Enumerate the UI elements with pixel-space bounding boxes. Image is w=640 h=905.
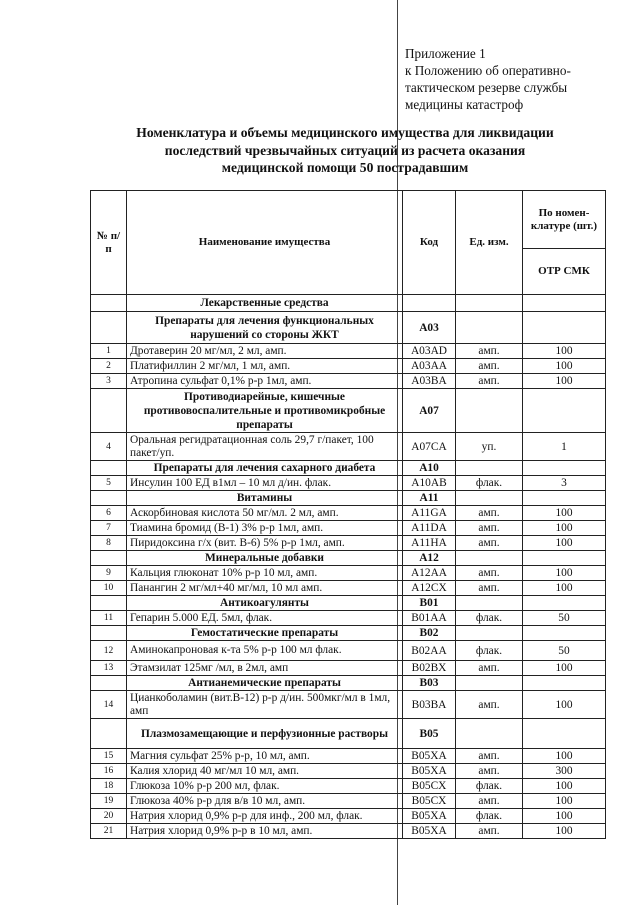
table-row bbox=[91, 611, 606, 626]
row-number: 11 bbox=[91, 611, 127, 626]
item-quantity: 50 bbox=[523, 611, 606, 626]
row-number: 1 bbox=[91, 344, 127, 359]
empty-cell bbox=[456, 551, 523, 566]
section-row bbox=[91, 551, 606, 566]
row-number: 20 bbox=[91, 809, 127, 824]
item-name: Глюкоза 40% р-р для в/в 10 мл, амп. bbox=[127, 794, 403, 809]
empty-cell bbox=[91, 491, 127, 506]
row-number: 6 bbox=[91, 506, 127, 521]
section-row bbox=[91, 676, 606, 691]
item-name: Глюкоза 10% р-р 200 мл, флак. bbox=[127, 779, 403, 794]
item-code: A10AB bbox=[403, 476, 456, 491]
empty-cell bbox=[456, 626, 523, 641]
item-unit: амп. bbox=[456, 794, 523, 809]
section-title: Антикоагулянты bbox=[127, 596, 403, 611]
item-name: Натрия хлорид 0,9% р-р в 10 мл, амп. bbox=[127, 824, 403, 839]
row-number: 15 bbox=[91, 749, 127, 764]
empty-cell bbox=[91, 312, 127, 344]
table-row bbox=[91, 344, 606, 359]
section-row bbox=[91, 491, 606, 506]
row-number: 7 bbox=[91, 521, 127, 536]
item-unit: амп. bbox=[456, 359, 523, 374]
item-quantity: 100 bbox=[523, 794, 606, 809]
table-row bbox=[91, 641, 606, 661]
row-number: 10 bbox=[91, 581, 127, 596]
row-number: 4 bbox=[91, 433, 127, 461]
item-name: Оральная регидратационная соль 29,7 г/пакет, 100 пакет/уп. bbox=[127, 433, 403, 461]
section-row bbox=[91, 389, 606, 433]
section-row bbox=[91, 596, 606, 611]
item-quantity: 100 bbox=[523, 749, 606, 764]
table-row bbox=[91, 794, 606, 809]
section-code: B03 bbox=[403, 676, 456, 691]
appendix-line: тактическом резерве службы bbox=[405, 80, 568, 95]
item-name: Кальция глюконат 10% р-р 10 мл, амп. bbox=[127, 566, 403, 581]
item-unit: амп. bbox=[456, 764, 523, 779]
item-code: B02AA bbox=[403, 641, 456, 661]
table-row bbox=[91, 661, 606, 676]
empty-cell bbox=[523, 551, 606, 566]
section-row bbox=[91, 719, 606, 749]
section-code: B02 bbox=[403, 626, 456, 641]
item-name: Этамзилат 125мг /мл, в 2мл, амп bbox=[127, 661, 403, 676]
item-code: B05CX bbox=[403, 794, 456, 809]
item-quantity: 100 bbox=[523, 521, 606, 536]
item-name: Инсулин 100 ЕД в1мл – 10 мл д/ин. флак. bbox=[127, 476, 403, 491]
table-body bbox=[91, 295, 606, 839]
section-title: Минеральные добавки bbox=[127, 551, 403, 566]
item-name: Цианкоболамин (вит.В-12) р-р д/ин. 500мкг/мл в 1мл, амп bbox=[127, 691, 403, 719]
item-unit: амп. bbox=[456, 506, 523, 521]
item-quantity: 100 bbox=[523, 581, 606, 596]
item-code: B05XA bbox=[403, 809, 456, 824]
item-unit: амп. bbox=[456, 374, 523, 389]
item-code: A12CX bbox=[403, 581, 456, 596]
empty-cell bbox=[456, 295, 523, 312]
item-code: A07CA bbox=[403, 433, 456, 461]
item-quantity: 100 bbox=[523, 661, 606, 676]
table-row bbox=[91, 433, 606, 461]
item-quantity: 1 bbox=[523, 433, 606, 461]
section-code: A07 bbox=[403, 389, 456, 433]
table-row bbox=[91, 536, 606, 551]
header-name: Наименование имущества bbox=[127, 191, 403, 295]
title-line: последствий чрезвычайных ситуаций из расчета оказания bbox=[164, 142, 526, 158]
item-code: B02BX bbox=[403, 661, 456, 676]
section-row bbox=[91, 626, 606, 641]
row-number: 13 bbox=[91, 661, 127, 676]
section-title: Гемостатические препараты bbox=[127, 626, 403, 641]
table-row bbox=[91, 749, 606, 764]
section-code: A12 bbox=[403, 551, 456, 566]
empty-cell bbox=[91, 551, 127, 566]
item-unit: флак. bbox=[456, 779, 523, 794]
item-code: B05XA bbox=[403, 824, 456, 839]
section-row bbox=[91, 312, 606, 344]
item-code: A03AA bbox=[403, 359, 456, 374]
row-number: 19 bbox=[91, 794, 127, 809]
empty-cell bbox=[523, 626, 606, 641]
appendix-line: к Положению об оперативно- bbox=[405, 63, 571, 78]
item-quantity: 3 bbox=[523, 476, 606, 491]
empty-cell bbox=[91, 461, 127, 476]
row-number: 12 bbox=[91, 641, 127, 661]
row-number: 8 bbox=[91, 536, 127, 551]
row-number: 14 bbox=[91, 691, 127, 719]
header-num: № п/п bbox=[91, 191, 127, 295]
item-name: Магния сульфат 25% р-р, 10 мл, амп. bbox=[127, 749, 403, 764]
empty-cell bbox=[91, 626, 127, 641]
section-code: A03 bbox=[403, 312, 456, 344]
item-name: Пиридоксина г/х (вит. В-6) 5% р-р 1мл, амп. bbox=[127, 536, 403, 551]
table-row bbox=[91, 581, 606, 596]
empty-cell bbox=[523, 295, 606, 312]
header-qty-group: По номен-клатуре (шт.) bbox=[523, 191, 606, 249]
item-name: Тиамина бромид (В-1) 3% р-р 1мл, амп. bbox=[127, 521, 403, 536]
item-code: A11GA bbox=[403, 506, 456, 521]
item-name: Калия хлорид 40 мг/мл 10 мл, амп. bbox=[127, 764, 403, 779]
item-unit: амп. bbox=[456, 521, 523, 536]
row-number: 2 bbox=[91, 359, 127, 374]
header-code: Код bbox=[403, 191, 456, 295]
section-title: Препараты для лечения сахарного диабета bbox=[127, 461, 403, 476]
empty-cell bbox=[456, 491, 523, 506]
appendix-line: медицины катастроф bbox=[405, 97, 524, 112]
empty-cell bbox=[403, 295, 456, 312]
item-quantity: 50 bbox=[523, 641, 606, 661]
section-code: B01 bbox=[403, 596, 456, 611]
section-row bbox=[91, 461, 606, 476]
title-line: медицинской помощи 50 пострадавшим bbox=[221, 160, 469, 175]
empty-cell bbox=[456, 461, 523, 476]
row-number: 16 bbox=[91, 764, 127, 779]
table-row bbox=[91, 566, 606, 581]
item-quantity: 100 bbox=[523, 506, 606, 521]
item-quantity: 300 bbox=[523, 764, 606, 779]
item-unit: уп. bbox=[456, 433, 523, 461]
item-unit: амп. bbox=[456, 344, 523, 359]
section-code: B05 bbox=[403, 719, 456, 749]
item-quantity: 100 bbox=[523, 374, 606, 389]
item-unit: амп. bbox=[456, 581, 523, 596]
item-quantity: 100 bbox=[523, 809, 606, 824]
empty-cell bbox=[91, 719, 127, 749]
section-title: Плазмозамещающие и перфузионные растворы bbox=[127, 719, 403, 749]
empty-cell bbox=[456, 389, 523, 433]
empty-cell bbox=[523, 596, 606, 611]
empty-cell bbox=[91, 389, 127, 433]
empty-cell bbox=[91, 295, 127, 312]
item-code: B05XA bbox=[403, 749, 456, 764]
item-code: B01AA bbox=[403, 611, 456, 626]
table-row bbox=[91, 521, 606, 536]
item-code: A11DA bbox=[403, 521, 456, 536]
empty-cell bbox=[523, 312, 606, 344]
item-code: A03AD bbox=[403, 344, 456, 359]
table-row bbox=[91, 779, 606, 794]
item-name: Дротаверин 20 мг/мл, 2 мл, амп. bbox=[127, 344, 403, 359]
item-name: Натрия хлорид 0,9% р-р для инф., 200 мл, флак. bbox=[127, 809, 403, 824]
item-unit: амп. bbox=[456, 824, 523, 839]
item-unit: амп. bbox=[456, 566, 523, 581]
item-name: Атропина сульфат 0,1% р-р 1мл, амп. bbox=[127, 374, 403, 389]
table-row bbox=[91, 476, 606, 491]
empty-cell bbox=[456, 312, 523, 344]
item-quantity: 100 bbox=[523, 691, 606, 719]
item-quantity: 100 bbox=[523, 359, 606, 374]
empty-cell bbox=[523, 676, 606, 691]
appendix-line: Приложение 1 bbox=[405, 46, 486, 61]
empty-cell bbox=[456, 596, 523, 611]
table-row bbox=[91, 809, 606, 824]
item-code: A03BA bbox=[403, 374, 456, 389]
document-title bbox=[90, 124, 600, 177]
item-code: A12AA bbox=[403, 566, 456, 581]
item-unit: флак. bbox=[456, 809, 523, 824]
row-number: 18 bbox=[91, 779, 127, 794]
table-row bbox=[91, 824, 606, 839]
item-quantity: 100 bbox=[523, 824, 606, 839]
category-title: Лекарственные средства bbox=[127, 295, 403, 312]
empty-cell bbox=[523, 719, 606, 749]
item-unit: флак. bbox=[456, 476, 523, 491]
section-code: A11 bbox=[403, 491, 456, 506]
section-title: Препараты для лечения функциональных нарушений со стороны ЖКТ bbox=[127, 312, 403, 344]
item-name: Платифиллин 2 мг/мл, 1 мл, амп. bbox=[127, 359, 403, 374]
row-number: 5 bbox=[91, 476, 127, 491]
item-unit: амп. bbox=[456, 661, 523, 676]
nomenclature-table bbox=[90, 190, 606, 839]
table-header bbox=[91, 191, 606, 295]
section-title: Витамины bbox=[127, 491, 403, 506]
category-row bbox=[91, 295, 606, 312]
table-row bbox=[91, 359, 606, 374]
item-unit: амп. bbox=[456, 749, 523, 764]
item-name: Аминокапроновая к-та 5% р-р 100 мл флак. bbox=[127, 641, 403, 661]
item-code: B05CX bbox=[403, 779, 456, 794]
item-unit: флак. bbox=[456, 641, 523, 661]
header-unit: Ед. изм. bbox=[456, 191, 523, 295]
title-line: Номенклатура и объемы медицинского имущества для ликвидации bbox=[136, 125, 554, 140]
appendix-note bbox=[405, 45, 635, 113]
header-qty-sub: ОТР СМК bbox=[523, 249, 606, 295]
table-row bbox=[91, 374, 606, 389]
row-number: 21 bbox=[91, 824, 127, 839]
empty-cell bbox=[523, 491, 606, 506]
item-unit: амп. bbox=[456, 536, 523, 551]
item-name: Панангин 2 мг/мл+40 мг/мл, 10 мл амп. bbox=[127, 581, 403, 596]
empty-cell bbox=[456, 676, 523, 691]
item-code: B05XA bbox=[403, 764, 456, 779]
row-number: 9 bbox=[91, 566, 127, 581]
table-row bbox=[91, 506, 606, 521]
item-code: B03BA bbox=[403, 691, 456, 719]
item-name: Аскорбиновая кислота 50 мг/мл. 2 мл, амп. bbox=[127, 506, 403, 521]
item-quantity: 100 bbox=[523, 566, 606, 581]
item-quantity: 100 bbox=[523, 779, 606, 794]
item-quantity: 100 bbox=[523, 536, 606, 551]
empty-cell bbox=[91, 596, 127, 611]
empty-cell bbox=[523, 389, 606, 433]
section-title: Антианемические препараты bbox=[127, 676, 403, 691]
item-name: Гепарин 5.000 ЕД. 5мл, флак. bbox=[127, 611, 403, 626]
item-unit: флак. bbox=[456, 611, 523, 626]
table-row bbox=[91, 764, 606, 779]
item-unit: амп. bbox=[456, 691, 523, 719]
empty-cell bbox=[456, 719, 523, 749]
item-code: A11HA bbox=[403, 536, 456, 551]
row-number: 3 bbox=[91, 374, 127, 389]
empty-cell bbox=[523, 461, 606, 476]
section-title: Противодиарейные, кишечные противовоспалительные и противомикробные препараты bbox=[127, 389, 403, 433]
empty-cell bbox=[91, 676, 127, 691]
item-quantity: 100 bbox=[523, 344, 606, 359]
section-code: A10 bbox=[403, 461, 456, 476]
table-row bbox=[91, 691, 606, 719]
